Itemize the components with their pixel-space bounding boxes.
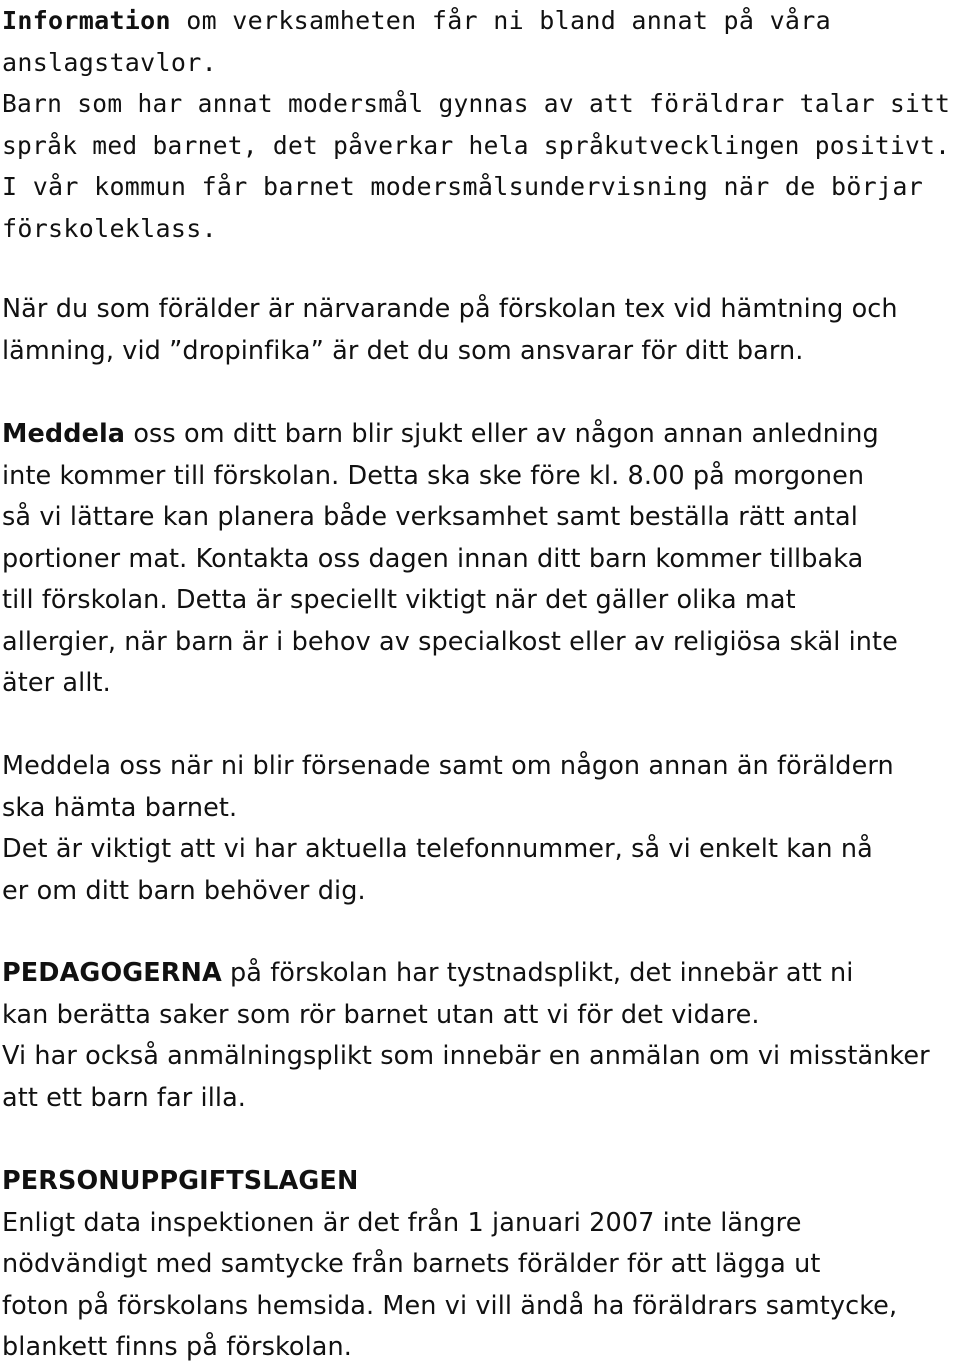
information-line-2: anslagstavlor. <box>2 47 217 77</box>
parent-line-2: lämning, vid ”dropinfika” är det du som ansvarar för ditt barn. <box>2 335 804 366</box>
parent-responsibility-paragraph <box>2 289 958 372</box>
late-line-3: Det är viktigt att vi har aktuella telefonnummer, så vi enkelt kan nå <box>2 834 873 864</box>
late-line-2: ska hämta barnet. <box>2 792 238 823</box>
pul-line-4: blankett finns på förskolan. <box>2 1332 352 1362</box>
pedagogerna-line-1-rest: på förskolan har tystnadsplikt, det innebär att ni <box>221 958 854 988</box>
information-line-6: förskoleklass. <box>2 213 217 243</box>
notify-line-3: så vi lättare kan planera både verksamhet samt beställa rätt antal <box>2 502 858 532</box>
pedagogerna-paragraph <box>2 953 958 1119</box>
pedagogerna-line-4: att ett barn far illa. <box>2 1082 247 1113</box>
text-line <box>2 953 958 995</box>
notify-line-7: äter allt. <box>2 668 111 698</box>
information-line-5: I vår kommun får barnet modersmålsundervisning när de börjar <box>2 172 924 201</box>
late-line-4: er om ditt barn behöver dig. <box>2 875 366 906</box>
pedagogerna-heading: PEDAGOGERNA <box>2 958 222 988</box>
pedagogerna-line-3: Vi har också anmälningsplikt som innebär en anmälan om vi misstänker <box>2 1041 930 1071</box>
notify-lead: Meddela <box>2 419 126 449</box>
notify-absence-paragraph <box>2 414 958 705</box>
notify-line-4: portioner mat. Kontakta oss dagen innan ditt barn kommer tillbaka <box>2 543 864 574</box>
information-paragraph <box>2 0 958 249</box>
notify-line-6: allergier, när barn är i behov av specialkost eller av religiösa skäl inte <box>2 626 898 657</box>
notify-line-1-rest: oss om ditt barn blir sjukt eller av någon annan anledning <box>125 419 879 449</box>
information-line-4: språk med barnet, det påverkar hela språkutvecklingen positivt. <box>2 130 951 160</box>
notify-line-5: till förskolan. Detta är speciellt viktigt när det gäller olika mat <box>2 585 796 615</box>
information-lead: Information <box>2 6 171 35</box>
text-line <box>2 414 958 456</box>
notify-line-2: inte kommer till förskolan. Detta ska ske före kl. 8.00 på morgonen <box>2 460 865 491</box>
personuppgiftslagen-paragraph <box>2 1161 958 1369</box>
pul-line-2: nödvändigt med samtycke från barnets förälder för att lägga ut <box>2 1249 821 1279</box>
information-line-1-rest: om verksamheten får ni bland annat på våra <box>170 6 831 35</box>
pul-line-3: foton på förskolans hemsida. Men vi vill ändå ha föräldrars samtycke, <box>2 1290 898 1321</box>
parent-line-1: När du som förälder är närvarande på förskolan tex vid hämtning och <box>2 294 898 324</box>
information-line-3: Barn som har annat modersmål gynnas av att föräldrar talar sitt <box>2 89 951 118</box>
pul-line-1: Enligt data inspektionen är det från 1 januari 2007 inte längre <box>2 1207 802 1238</box>
text-line <box>2 0 958 42</box>
pedagogerna-line-2: kan berätta saker som rör barnet utan att vi för det vidare. <box>2 999 760 1030</box>
personuppgiftslagen-heading: PERSONUPPGIFTSLAGEN <box>2 1166 359 1196</box>
late-line-1: Meddela oss när ni blir försenade samt om någon annan än föräldern <box>2 751 894 781</box>
late-pickup-paragraph <box>2 746 958 912</box>
